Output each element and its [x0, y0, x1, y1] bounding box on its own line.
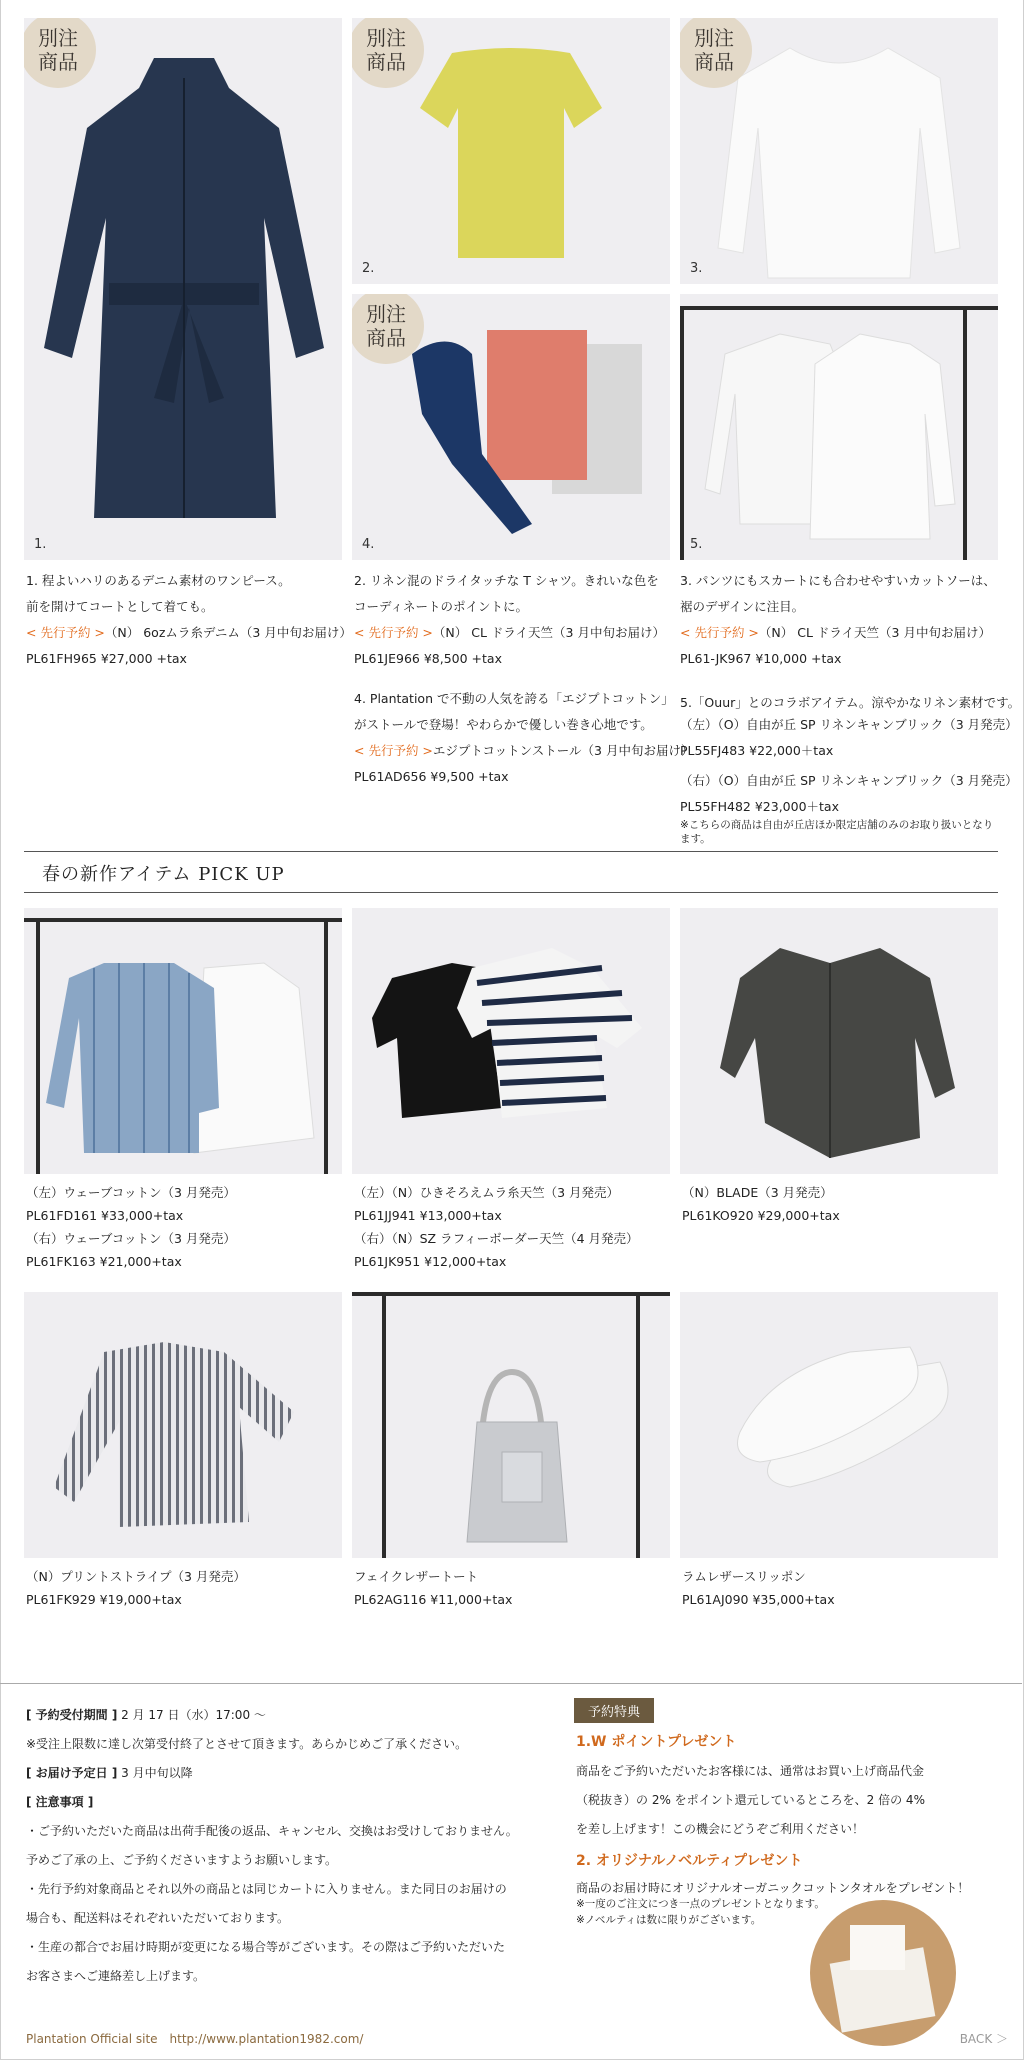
bonus-2-line: 商品のお届け時にオリジナルオーガニックコットンタオルをプレゼント！	[576, 1881, 970, 1895]
product-2-desc-line: 2. リネン混のドライタッチな T シャツ。きれいな色を	[354, 573, 659, 588]
linen-shirts-image	[680, 294, 998, 560]
period-line: [ 予約受付期間 ] 2 月 17 日（水）17:00 〜	[26, 1708, 266, 1722]
bonus-1-line: 商品をご予約いただいたお客様には、通常はお買い上げ商品代金	[576, 1764, 925, 1778]
bonus-ribbon: 予約特典	[574, 1698, 654, 1723]
note-line: お客さまへご連絡差し上げます。	[26, 1969, 206, 1983]
product-3-price: PL61-JK967 ¥10,000 +tax	[680, 651, 842, 666]
pickup-photo-3[interactable]	[680, 908, 998, 1174]
product-4-price: PL61AD656 ¥9,500 +tax	[354, 769, 509, 784]
pickup-2-line: PL61JK951 ¥12,000+tax	[354, 1254, 507, 1269]
delivery-line: [ お届け予定日 ] 3 月中旬以降	[26, 1766, 193, 1780]
blade-cardigan-image	[680, 908, 998, 1174]
denim-dress-image	[24, 18, 342, 560]
print-stripe-image	[24, 1292, 342, 1558]
preorder-label: < 先行予約 >	[680, 625, 759, 640]
bonus-1-line: を差し上げます！この機会にどうぞご利用ください！	[576, 1822, 865, 1836]
towel-novelty-image	[810, 1900, 956, 2046]
note-line: ・先行予約対象商品とそれ以外の商品とは同じカートに入りません。また同日のお届けの	[26, 1882, 507, 1896]
pickup-4-line: PL61FK929 ¥19,000+tax	[26, 1592, 182, 1607]
product-5-desc-line: 5.「Ouur」とのコラボアイテム。涼やかなリネン素材です。	[680, 695, 1021, 710]
bonus-1-heading: 1.W ポイントプレゼント	[576, 1734, 737, 1750]
bonus-2-heading: 2. オリジナルノベルティプレゼント	[576, 1853, 803, 1869]
preorder-label: < 先行予約 >	[354, 743, 433, 758]
footer-divider	[0, 1683, 1022, 1684]
pickup-title: 春の新作アイテム PICK UP	[42, 864, 285, 885]
product-3-desc-line: 3. パンツにもスカートにも合わせやすいカットソーは、	[680, 573, 996, 588]
lamb-leather-slipon-image	[680, 1292, 998, 1558]
pickup-1-line: （右）ウェーブコットン（3 月発売）	[26, 1231, 236, 1246]
product-4-desc-line: 4. Plantation で不動の人気を誇る「エジプトコットン」	[354, 691, 674, 706]
fake-leather-tote-image	[352, 1292, 670, 1558]
product-number: 1.	[34, 537, 47, 552]
note-line: ・生産の都合でお届け時期が変更になる場合等がございます。その際はご予約いただいた	[26, 1940, 506, 1954]
pickup-photo-4[interactable]	[24, 1292, 342, 1558]
pickup-1-line: PL61FK163 ¥21,000+tax	[26, 1254, 182, 1269]
pickup-4-line: （N）プリントストライプ（3 月発売）	[26, 1569, 246, 1584]
period-note: ※受注上限数に達し次第受付終了とさせて頂きます。あらかじめご了承ください。	[26, 1737, 468, 1751]
pickup-photo-5[interactable]	[352, 1292, 670, 1558]
preorder-label: < 先行予約 >	[354, 625, 433, 640]
pickup-photo-6[interactable]	[680, 1292, 998, 1558]
product-1-desc-line: 前を開けてコートとして着ても。	[26, 599, 214, 614]
pickup-photo-2[interactable]	[352, 908, 670, 1174]
product-5-note: ※こちらの商品は自由が丘店ほか限定店舗のみのお取り扱いとなります。	[680, 819, 994, 845]
product-3-desc-line: 裾のデザインに注目。	[680, 599, 805, 614]
product-2-desc-line: コーディネートのポイントに。	[354, 599, 529, 614]
site-link[interactable]: Plantation Official site http://www.plantation1982.com/	[26, 2032, 364, 2046]
special-order-badge: 別注 商品	[24, 18, 96, 88]
product-1-desc-line: 1. 程よいハリのあるデニム素材のワンピース。	[26, 573, 291, 588]
notes-label: [ 注意事項 ]	[26, 1795, 94, 1809]
pickup-1-line: PL61FD161 ¥33,000+tax	[26, 1208, 184, 1223]
product-number: 5.	[690, 537, 703, 552]
special-order-badge: 別注 商品	[352, 294, 424, 364]
pickup-3-line: （N）BLADE（3 月発売）	[682, 1185, 833, 1200]
product-photo-4[interactable]	[352, 294, 670, 560]
back-link[interactable]: BACK ＞	[959, 2032, 1008, 2046]
note-line: 予めご了承の上、ご予約くださいますようお願いします。	[26, 1853, 338, 1867]
product-1-price: PL61FH965 ¥27,000 +tax	[26, 651, 187, 666]
product-number: 3.	[690, 261, 703, 276]
note-line: ・ご予約いただいた商品は出荷手配後の返品、キャンセル、交換はお受けしておりません。	[26, 1824, 518, 1838]
preorder-label: < 先行予約 >	[26, 625, 105, 640]
border-tees-image	[352, 908, 670, 1174]
pickup-6-line: ラムレザースリッポン	[682, 1569, 806, 1584]
section-divider	[24, 892, 998, 893]
pickup-3-line: PL61KO920 ¥29,000+tax	[682, 1208, 840, 1223]
pickup-6-line: PL61AJ090 ¥35,000+tax	[682, 1592, 835, 1607]
product-photo-3[interactable]	[680, 18, 998, 284]
pickup-2-line: （左）（N）ひきそろえムラ糸天竺（3 月発売）	[354, 1185, 620, 1200]
product-5-right-price: PL55FH482 ¥23,000＋tax	[680, 799, 839, 814]
section-divider	[24, 851, 998, 852]
pickup-1-line: （左）ウェーブコットン（3 月発売）	[26, 1185, 236, 1200]
product-4-name: < 先行予約 >エジプトコットンストール（3 月中旬お届け）	[354, 743, 694, 758]
special-order-badge: 別注 商品	[352, 18, 424, 88]
product-3-name: < 先行予約 >（N） CL ドライ天竺（3 月中旬お届け）	[680, 625, 991, 640]
product-1-name: < 先行予約 >（N） 6ozムラ糸デニム（3 月中旬お届け）	[26, 625, 352, 640]
product-number: 4.	[362, 537, 375, 552]
pickup-5-line: フェイクレザートート	[354, 1569, 479, 1584]
pickup-photo-1[interactable]	[24, 908, 342, 1174]
wave-cotton-image	[24, 908, 342, 1174]
product-number: 2.	[362, 261, 375, 276]
product-photo-5[interactable]	[680, 294, 998, 560]
bonus-2-note: ※一度のご注文につき一点のプレゼントとなります。	[576, 1898, 825, 1910]
product-5-left-price: PL55FJ483 ¥22,000＋tax	[680, 743, 834, 758]
pickup-2-line: PL61JJ941 ¥13,000+tax	[354, 1208, 502, 1223]
product-2-name: < 先行予約 >（N） CL ドライ天竺（3 月中旬お届け）	[354, 625, 665, 640]
bonus-2-note: ※ノベルティは数に限りがございます。	[576, 1914, 762, 1926]
product-5-left-name: （左）（O）自由が丘 SP リネンキャンブリック（3 月発売）	[680, 717, 1018, 732]
product-2-price: PL61JE966 ¥8,500 +tax	[354, 651, 502, 666]
pickup-2-line: （右）（N）SZ ラフィーボーダー天竺（4 月発売）	[354, 1231, 639, 1246]
product-photo-1[interactable]	[24, 18, 342, 560]
bonus-1-line: （税抜き）の 2% をポイント還元しているところを、2 倍の 4%	[576, 1793, 925, 1807]
product-5-right-name: （右）（O）自由が丘 SP リネンキャンブリック（3 月発売）	[680, 773, 1018, 788]
note-line: 場合も、配送料はそれぞれいただいております。	[26, 1911, 290, 1925]
product-photo-2[interactable]	[352, 18, 670, 284]
product-4-desc-line: がストールで登場！やわらかで優しい巻き心地です。	[354, 717, 653, 732]
special-order-badge: 別注 商品	[680, 18, 752, 88]
pickup-5-line: PL62AG116 ¥11,000+tax	[354, 1592, 513, 1607]
